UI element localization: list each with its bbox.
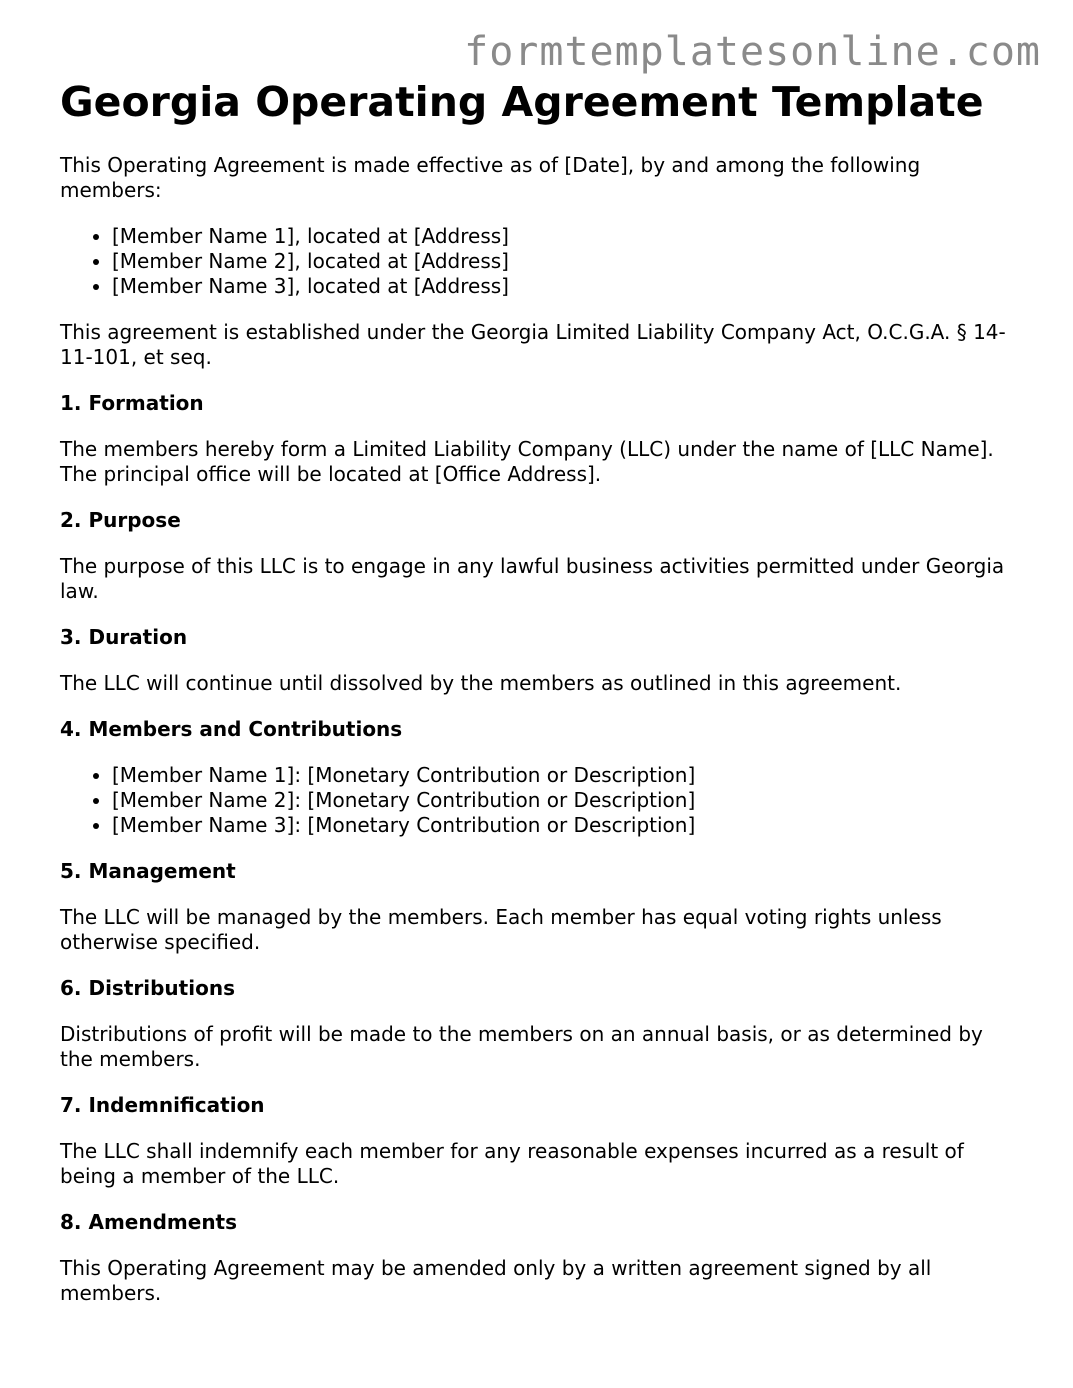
section-body-formation: The members hereby form a Limited Liability Company (LLC) under the name of [LLC Name]. The principal office will be located at [Office Address]. xyxy=(60,437,994,487)
section-heading-purpose: 2. Purpose xyxy=(60,508,181,533)
section-heading-duration: 3. Duration xyxy=(60,625,188,650)
section-body-management: The LLC will be managed by the members. Each member has equal voting rights unless otherwise specified. xyxy=(60,905,942,955)
section-body-duration: The LLC will continue until dissolved by the members as outlined in this agreement. xyxy=(60,671,902,696)
statute-paragraph: This agreement is established under the Georgia Limited Liability Company Act, O.C.G.A. § 14-11-101, et seq. xyxy=(60,320,1006,370)
section-body-distributions: Distributions of profit will be made to the members on an annual basis, or as determined by the members. xyxy=(60,1022,983,1072)
page-title: Georgia Operating Agreement Template xyxy=(60,78,984,126)
contribution-list-item: • [Member Name 2]: [Monetary Contribution or Description] xyxy=(112,788,1020,813)
watermark: formtemplatesonline.com xyxy=(464,29,1041,75)
section-heading-formation: 1. Formation xyxy=(60,391,204,416)
section-body-amendments: This Operating Agreement may be amended only by a written agreement signed by all members. xyxy=(60,1256,932,1306)
contribution-list-item: • [Member Name 3]: [Monetary Contribution or Description] xyxy=(112,813,1020,838)
contribution-list xyxy=(60,763,1020,838)
section-heading-indemnification: 7. Indemnification xyxy=(60,1093,265,1118)
section-heading-management: 5. Management xyxy=(60,859,236,884)
member-list xyxy=(60,224,1020,299)
section-heading-contributions: 4. Members and Contributions xyxy=(60,717,403,742)
member-list-item: • [Member Name 3], located at [Address] xyxy=(112,274,1020,299)
contribution-list-item: • [Member Name 1]: [Monetary Contribution or Description] xyxy=(112,763,1020,788)
member-list-item: • [Member Name 1], located at [Address] xyxy=(112,224,1020,249)
section-body-indemnification: The LLC shall indemnify each member for any reasonable expenses incurred as a result of being a member of the LLC. xyxy=(60,1139,964,1189)
section-heading-amendments: 8. Amendments xyxy=(60,1210,238,1235)
intro-paragraph: This Operating Agreement is made effective as of [Date], by and among the following members: xyxy=(60,153,921,203)
member-list-item: • [Member Name 2], located at [Address] xyxy=(112,249,1020,274)
section-heading-distributions: 6. Distributions xyxy=(60,976,235,1001)
section-body-purpose: The purpose of this LLC is to engage in any lawful business activities permitted under Georgia law. xyxy=(60,554,1005,604)
document-page xyxy=(60,78,1020,1327)
